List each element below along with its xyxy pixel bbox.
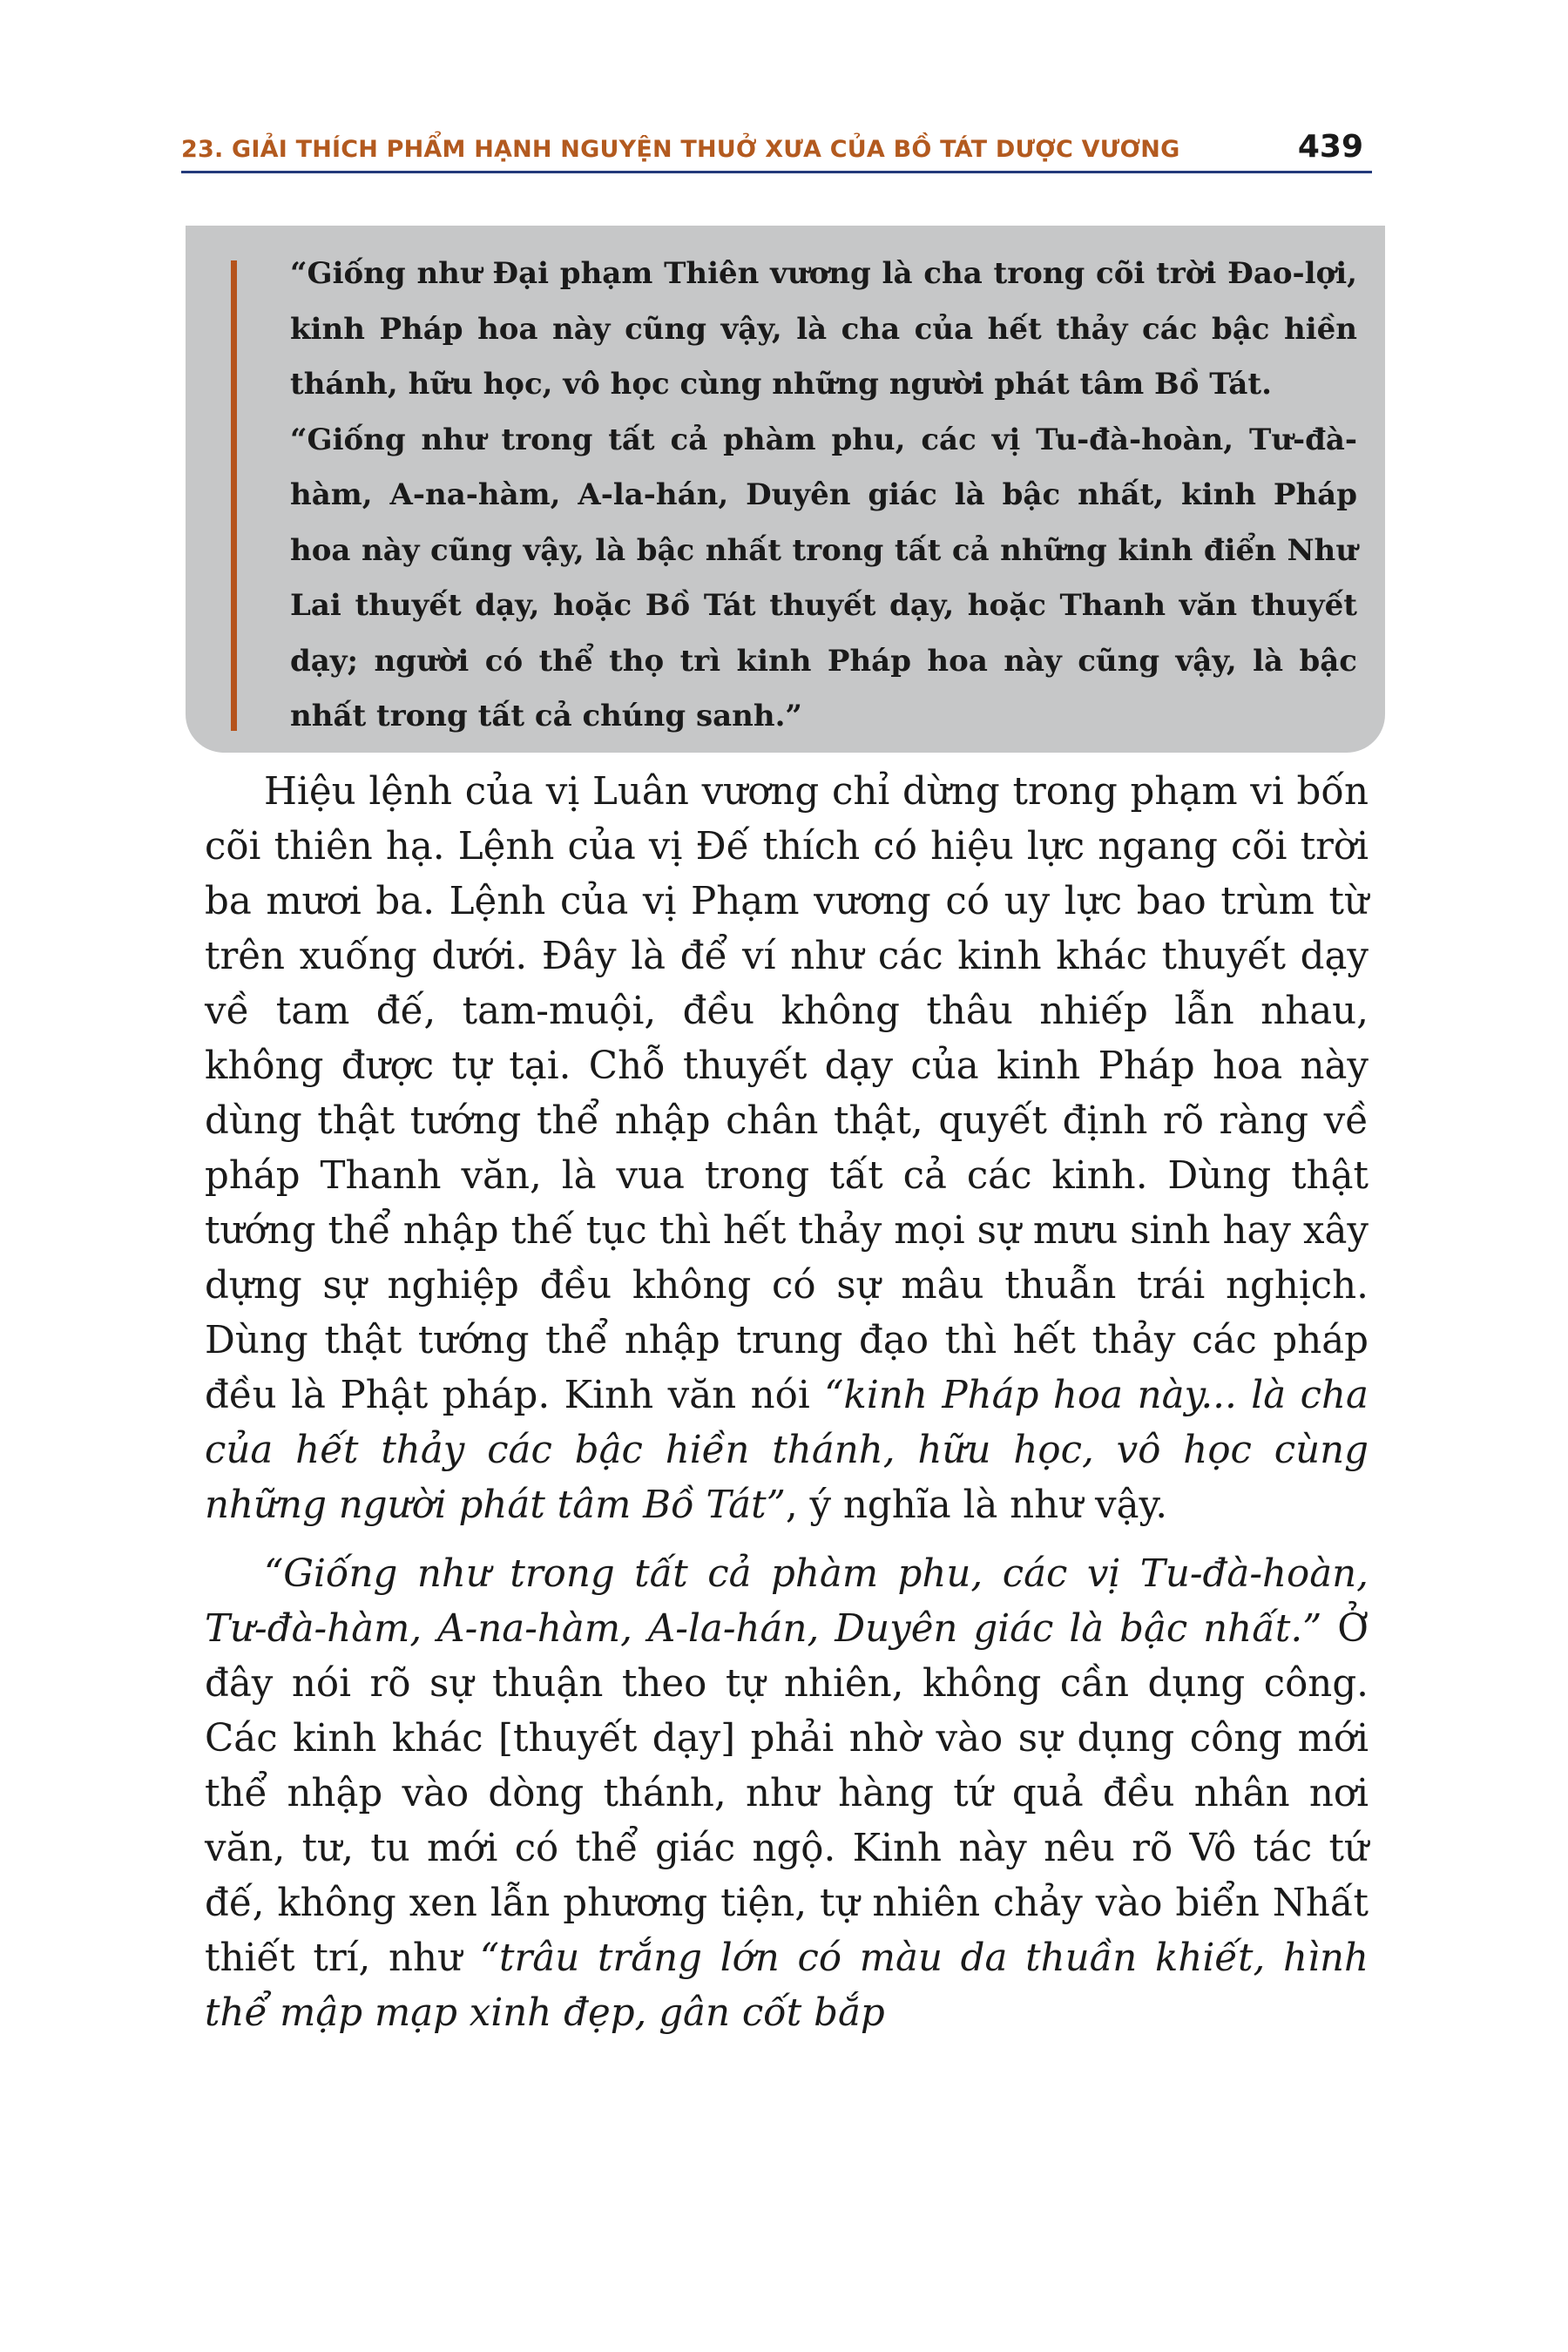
quote-text — [290, 247, 1357, 745]
page-number: 439 — [1297, 129, 1363, 165]
body-text — [205, 765, 1369, 2041]
paragraph-1-end: , ý nghĩa là như vậy. — [785, 1484, 1168, 1527]
quote-paragraph-2: “Giống như trong tất cả phàm phu, các vị Tu-đà-hoàn, Tư-đà-hàm, A-na-hàm, A-la-hán, Duyên giác là bậc nhất, kinh Pháp hoa này cũng vậy, là bậc nhất trong tất cả những kinh điển Như Lai thuyết dạy, hoặc Bồ Tát thuyết dạy, hoặc Thanh văn thuyết dạy; người có thể thọ trì kinh Pháp hoa này cũng vậy, là bậc nhất trong tất cả chúng sanh.” — [290, 422, 1357, 733]
paragraph-2-text: Ở đây nói rõ sự thuận theo tự nhiên, không cần dụng công. Các kinh khác [thuyết dạy] phải nhờ vào sự dụng công mới thể nhập vào dòng thánh, như hàng tứ quả đều nhân nơi văn, tư, tu mới có thể giác ngộ. Kinh này nêu rõ Vô tác tứ đế, không xen lẫn phương tiện, tự nhiên chảy vào biển Nhất thiết trí, như — [205, 1607, 1369, 1980]
paragraph-2-quote-2: “trâu trắng lớn có màu da thuần khiết, hình thể mập mạp xinh đẹp, gân cốt bắp — [205, 1936, 1369, 2035]
sutra-quote-box — [186, 226, 1385, 753]
paragraph-2-quote: “Giống như trong tất cả phàm phu, các vị Tu-đà-hoàn, Tư-đà-hàm, A-na-hàm, A-la-hán, Duyên giác là bậc nhất.” — [205, 1552, 1369, 1651]
paragraph-1-quote: “kinh Pháp hoa này... là cha của hết thảy các bậc hiền thánh, hữu học, vô học cùng những người phát tâm Bồ Tát” — [205, 1374, 1369, 1527]
chapter-title: 23. GIẢI THÍCH PHẨM HẠNH NGUYỆN THUỞ XƯA CỦA BỒ TÁT DƯỢC VƯƠNG — [181, 136, 1180, 163]
quote-paragraph-1: “Giống như Đại phạm Thiên vương là cha trong cõi trời Đao-lợi, kinh Pháp hoa này cũng vậy, là cha của hết thảy các bậc hiền thánh, hữu học, vô học cùng những người phát tâm Bồ Tát. — [290, 256, 1357, 402]
running-header — [181, 129, 1372, 167]
paragraph-1-text: Hiệu lệnh của vị Luân vương chỉ dừng trong phạm vi bốn cõi thiên hạ. Lệnh của vị Đế thích có hiệu lực ngang cõi trời ba mươi ba. Lệnh của vị Phạm vương có uy lực bao trùm từ trên xuống dưới. Đây là để ví như các kinh khác thuyết dạy về tam đế, tam-muội, đều không thâu nhiếp lẫn nhau, không được tự tại. Chỗ thuyết dạy của kinh Pháp hoa này dùng thật tướng thể nhập chân thật, quyết định rõ ràng về pháp Thanh văn, là vua trong tất cả các kinh. Dùng thật tướng thể nhập thế tục thì hết thảy mọi sự mưu sinh hay xây dựng sự nghiệp đều không có sự mâu thuẫn trái nghịch. Dùng thật tướng thể nhập trung đạo thì hết thảy các pháp đều là Phật pháp. Kinh văn nói — [205, 770, 1369, 1417]
quote-accent-bar — [231, 260, 237, 731]
body-paragraph-2 — [205, 1547, 1369, 2041]
header-divider — [181, 171, 1372, 173]
body-paragraph-1 — [205, 765, 1369, 1533]
